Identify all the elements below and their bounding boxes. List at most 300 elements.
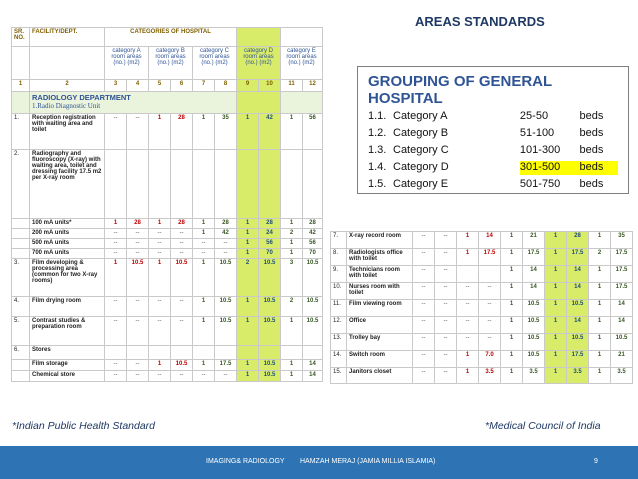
area-value: -- (215, 249, 237, 259)
area-value: -- (435, 249, 457, 266)
area-value: 28 (567, 232, 589, 249)
area-value (281, 149, 303, 218)
area-value: 14 (523, 266, 545, 283)
row-number: 14. (331, 351, 347, 368)
header-sr: SR. NO. (12, 28, 30, 47)
grouping-row (368, 110, 618, 124)
area-value: -- (127, 239, 149, 249)
table-row (331, 351, 633, 368)
row-number: 7. (331, 232, 347, 249)
area-value: 10.5 (523, 300, 545, 317)
area-value: 17.5 (567, 249, 589, 266)
grouping-cat: Category D (393, 161, 449, 173)
colnum: 1 (12, 80, 30, 91)
area-value (479, 266, 501, 283)
footer-left-text: IMAGING& RADIOLOGY (206, 458, 285, 465)
grouping-beds: 101-300 (519, 144, 561, 156)
grouping-beds: 501-750 (519, 178, 561, 190)
grouping-title: GROUPING OF GENERAL HOSPITAL (368, 73, 552, 107)
area-value: 28 (127, 218, 149, 228)
area-value: 17.5 (479, 249, 501, 266)
area-value: 10.5 (523, 317, 545, 334)
area-value: -- (215, 239, 237, 249)
area-value: 1 (149, 113, 171, 149)
area-value: 10.5 (567, 300, 589, 317)
grouping-n: 1.3. (368, 144, 387, 156)
facility-name: Reception registration with waiting area and toilet (30, 113, 105, 149)
area-value: -- (105, 359, 127, 370)
area-value: -- (105, 249, 127, 259)
area-value: -- (127, 113, 149, 149)
area-value: -- (413, 368, 435, 384)
facility-name: X-ray record room (347, 232, 413, 249)
table-row (12, 259, 323, 297)
area-value (303, 149, 323, 218)
area-value: 1 (457, 249, 479, 266)
area-value: 1 (237, 239, 259, 249)
area-value: -- (457, 334, 479, 351)
area-value (193, 149, 215, 218)
area-value: -- (479, 300, 501, 317)
area-value: -- (413, 232, 435, 249)
area-value (149, 346, 171, 359)
area-value: 10.5 (215, 259, 237, 297)
facility-name: Contrast studies & preparation room (30, 317, 105, 346)
area-value: 3.5 (611, 368, 633, 384)
footer-author: HAMZAH MERAJ (JAMIA MILLIA ISLAMIA) (300, 458, 436, 465)
area-value: 10.5 (171, 359, 193, 370)
table-row (12, 346, 323, 359)
area-value: 1 (545, 317, 567, 334)
area-value: 1 (193, 297, 215, 317)
header-facility: FACILITY/DEPT. (30, 28, 105, 47)
area-value (237, 149, 259, 218)
footer-bar (0, 446, 638, 479)
area-value: 56 (303, 239, 323, 249)
grouping-n: 1.5. (368, 178, 387, 190)
row-number: 10. (331, 283, 347, 300)
area-value: -- (149, 239, 171, 249)
row-number: 15. (331, 368, 347, 384)
area-value (127, 149, 149, 218)
area-value: 1 (281, 113, 303, 149)
row-number: 13. (331, 334, 347, 351)
area-value: 1 (545, 249, 567, 266)
right-caption: *Medical Council of India (485, 420, 601, 432)
area-value: -- (149, 229, 171, 239)
area-value: 1 (105, 218, 127, 228)
area-value: 1 (193, 218, 215, 228)
category-d-header: category D room areas (no.) (m2) (237, 46, 281, 80)
area-value: -- (435, 334, 457, 351)
area-value: 17.5 (611, 266, 633, 283)
grouping-unit: beds (579, 144, 604, 156)
area-value: -- (479, 317, 501, 334)
table-row (331, 368, 633, 384)
grouping-cat: Category E (393, 178, 449, 190)
area-value (259, 346, 281, 359)
area-value: 1 (193, 359, 215, 370)
area-value: 14 (523, 283, 545, 300)
area-value: -- (105, 113, 127, 149)
area-value: -- (171, 370, 193, 381)
area-value: 7.0 (479, 351, 501, 368)
table-row (331, 300, 633, 317)
area-value (105, 149, 127, 218)
area-value: -- (171, 317, 193, 346)
left-caption: *Indian Public Health Standard (12, 420, 156, 432)
area-value: 1 (589, 283, 611, 300)
grouping-cat: Category C (393, 144, 449, 156)
area-value (303, 346, 323, 359)
area-value: 10.5 (259, 297, 281, 317)
row-number (12, 249, 30, 259)
table-row (12, 249, 323, 259)
area-value: -- (171, 297, 193, 317)
area-value: 17.5 (215, 359, 237, 370)
area-value: 14 (479, 232, 501, 249)
grouping-unit: beds (579, 178, 604, 190)
area-value: 14 (611, 317, 633, 334)
area-value: 1 (545, 283, 567, 300)
area-value: 1 (237, 317, 259, 346)
table-row (12, 297, 323, 317)
facility-name: Film developing & processing area (common for two X-ray rooms) (30, 259, 105, 297)
area-value (281, 346, 303, 359)
area-value: 10.5 (259, 259, 281, 297)
area-value: -- (105, 317, 127, 346)
area-value (171, 346, 193, 359)
grouping-n: 1.1. (368, 110, 387, 122)
area-value: 1 (149, 259, 171, 297)
table-row (12, 149, 323, 218)
category-b-header: category B room areas (no.) (m2) (149, 46, 193, 80)
area-value (259, 149, 281, 218)
row-number (12, 239, 30, 249)
area-value: 10.5 (523, 334, 545, 351)
category-c-header: category C room areas (no.) (m2) (193, 46, 237, 80)
area-value: 1 (193, 317, 215, 346)
area-value: -- (413, 334, 435, 351)
table-row (12, 229, 323, 239)
area-value: -- (127, 249, 149, 259)
area-value: 56 (303, 113, 323, 149)
area-value: -- (127, 359, 149, 370)
area-value: 21 (611, 351, 633, 368)
grouping-row (368, 161, 618, 175)
area-value: 1 (501, 300, 523, 317)
area-value: 21 (523, 232, 545, 249)
area-value: -- (215, 370, 237, 381)
row-number: 5. (12, 317, 30, 346)
grouping-row (368, 178, 618, 192)
area-value: -- (193, 239, 215, 249)
area-value: 1 (281, 359, 303, 370)
area-value: 1 (545, 266, 567, 283)
row-number (12, 370, 30, 381)
area-value: 1 (193, 259, 215, 297)
area-value: 3.5 (523, 368, 545, 384)
area-value: 1 (589, 334, 611, 351)
row-number: 12. (331, 317, 347, 334)
facility-name: Radiologists office with toilet (347, 249, 413, 266)
grouping-n: 1.2. (368, 127, 387, 139)
facility-name: Film drying room (30, 297, 105, 317)
area-value: 42 (303, 229, 323, 239)
area-value (215, 149, 237, 218)
colnum: 10 (259, 80, 281, 91)
area-value: 1 (501, 283, 523, 300)
facility-name: Radiography and fluoroscopy (X-ray) with waiting area, toilet and dressing facility 17.5 m2 per X-ray room (30, 149, 105, 218)
area-value: 1 (237, 113, 259, 149)
area-value: 1 (281, 317, 303, 346)
area-value: 3 (281, 259, 303, 297)
area-value: -- (457, 300, 479, 317)
table-row (331, 334, 633, 351)
table-row (331, 317, 633, 334)
area-value: 3.5 (479, 368, 501, 384)
colnum: 7 (193, 80, 215, 91)
area-value: -- (435, 317, 457, 334)
area-value: 17.5 (611, 283, 633, 300)
table-row (12, 239, 323, 249)
area-value: -- (435, 283, 457, 300)
area-value: -- (193, 370, 215, 381)
area-value (237, 346, 259, 359)
area-value: 1 (281, 218, 303, 228)
area-value: 10.5 (259, 359, 281, 370)
area-value: 35 (215, 113, 237, 149)
area-value: -- (171, 229, 193, 239)
area-value: 42 (215, 229, 237, 239)
area-value: -- (105, 370, 127, 381)
area-value: 1 (501, 368, 523, 384)
area-value: 2 (281, 229, 303, 239)
area-value: 1 (237, 229, 259, 239)
grouping-unit: beds (579, 127, 604, 139)
area-value: 1 (501, 232, 523, 249)
area-value: 17.5 (567, 351, 589, 368)
facility-name: 100 mA units* (30, 218, 105, 228)
row-number (12, 359, 30, 370)
department-heading: RADIOLOGY DEPARTMENT 1.Radio Diagnostic Unit (30, 91, 237, 113)
area-value: 1 (281, 249, 303, 259)
area-value: 1 (545, 351, 567, 368)
area-value: 1 (589, 351, 611, 368)
area-value: 1 (237, 297, 259, 317)
colnum: 12 (303, 80, 323, 91)
area-value: -- (479, 334, 501, 351)
grouping-beds: 301-500 (520, 161, 580, 175)
table-row (12, 370, 323, 381)
facility-name: Janitors closet (347, 368, 413, 384)
facility-name: Film storage (30, 359, 105, 370)
grouping-row (368, 144, 618, 158)
area-value: 1 (149, 218, 171, 228)
area-value: 1 (589, 232, 611, 249)
colnum: 3 (105, 80, 127, 91)
area-value: 10.5 (303, 297, 323, 317)
area-value: -- (149, 249, 171, 259)
area-value: 10.5 (611, 334, 633, 351)
area-value: -- (457, 317, 479, 334)
area-value: 1 (589, 368, 611, 384)
row-number (12, 218, 30, 228)
area-value: -- (127, 317, 149, 346)
colnum: 6 (171, 80, 193, 91)
table-row (331, 283, 633, 300)
area-value: 1 (193, 113, 215, 149)
row-number (12, 229, 30, 239)
area-value: 14 (567, 317, 589, 334)
colnum: 9 (237, 80, 259, 91)
row-number: 8. (331, 249, 347, 266)
area-value: 70 (259, 249, 281, 259)
facility-name: 500 mA units (30, 239, 105, 249)
area-value: -- (193, 249, 215, 259)
area-value: -- (435, 368, 457, 384)
area-value: 10.5 (259, 370, 281, 381)
area-value: 3.5 (567, 368, 589, 384)
area-value: 14 (567, 283, 589, 300)
area-value: -- (149, 370, 171, 381)
row-number: 2. (12, 149, 30, 218)
area-value (171, 149, 193, 218)
page-number: 9 (594, 458, 598, 465)
area-value: -- (171, 239, 193, 249)
area-value: 10.5 (127, 259, 149, 297)
ipHS-radiology-table (11, 27, 323, 382)
page-title: AREAS STANDARDS (415, 14, 545, 29)
area-value (127, 346, 149, 359)
facility-name: Switch room (347, 351, 413, 368)
area-value: 10.5 (523, 351, 545, 368)
area-value: 1 (237, 359, 259, 370)
table-row (331, 266, 633, 283)
area-value: 10.5 (303, 317, 323, 346)
table-row (331, 232, 633, 249)
category-a-header: category A room areas (no.) (m2) (105, 46, 149, 80)
area-value: 1 (149, 359, 171, 370)
area-value: -- (171, 249, 193, 259)
area-value: -- (149, 317, 171, 346)
area-value: 28 (171, 218, 193, 228)
area-value: 2 (589, 249, 611, 266)
area-value: -- (413, 317, 435, 334)
grouping-row (368, 127, 618, 141)
area-value: 28 (303, 218, 323, 228)
area-value: -- (105, 239, 127, 249)
area-value: 10.5 (303, 259, 323, 297)
row-number: 9. (331, 266, 347, 283)
area-value (149, 149, 171, 218)
facility-name: 700 mA units (30, 249, 105, 259)
area-value: 14 (303, 370, 323, 381)
mci-radiology-table (330, 231, 633, 384)
area-value: 1 (237, 249, 259, 259)
area-value: 1 (457, 232, 479, 249)
area-value: 28 (215, 218, 237, 228)
area-value: 1 (193, 229, 215, 239)
area-value: 2 (281, 297, 303, 317)
area-value: -- (435, 232, 457, 249)
category-e-header: category E room areas (no.) (m2) (281, 46, 323, 80)
colnum: 8 (215, 80, 237, 91)
area-value: 35 (611, 232, 633, 249)
area-value: -- (127, 297, 149, 317)
area-value: -- (479, 283, 501, 300)
area-value: 1 (501, 334, 523, 351)
facility-name: 200 mA units (30, 229, 105, 239)
header-categories: CATEGORIES OF HOSPITAL (105, 28, 237, 47)
area-value: 1 (501, 351, 523, 368)
area-value: -- (435, 300, 457, 317)
area-value: 56 (259, 239, 281, 249)
table-row (12, 317, 323, 346)
colnum: 5 (149, 80, 171, 91)
area-value: -- (413, 300, 435, 317)
table-row (12, 113, 323, 149)
facility-name: Nurses room with toilet (347, 283, 413, 300)
area-value (193, 346, 215, 359)
facility-name: Technicians room with toilet (347, 266, 413, 283)
area-value: -- (149, 297, 171, 317)
grouping-unit: beds (580, 161, 618, 175)
area-value (457, 266, 479, 283)
area-value: -- (105, 229, 127, 239)
area-value: 1 (545, 300, 567, 317)
area-value: 10.5 (215, 297, 237, 317)
area-value: 1 (589, 266, 611, 283)
area-value: 1 (237, 370, 259, 381)
area-value: 10.5 (171, 259, 193, 297)
area-value: 10.5 (259, 317, 281, 346)
area-value (105, 346, 127, 359)
area-value: -- (127, 229, 149, 239)
area-value: 14 (303, 359, 323, 370)
area-value: 10.5 (567, 334, 589, 351)
area-value: 1 (589, 317, 611, 334)
area-value: -- (413, 249, 435, 266)
area-value: 24 (259, 229, 281, 239)
colnum: 4 (127, 80, 149, 91)
facility-name: Trolley bay (347, 334, 413, 351)
area-value: 14 (611, 300, 633, 317)
table-row (12, 218, 323, 228)
area-value: -- (413, 351, 435, 368)
row-number: 1. (12, 113, 30, 149)
area-value: 2 (237, 259, 259, 297)
colnum: 2 (30, 80, 105, 91)
area-value: 1 (105, 259, 127, 297)
area-value: 28 (259, 218, 281, 228)
area-value: -- (413, 283, 435, 300)
area-value: 17.5 (523, 249, 545, 266)
area-value: -- (435, 351, 457, 368)
area-value: 70 (303, 249, 323, 259)
area-value: 1 (589, 300, 611, 317)
grouping-cat: Category A (393, 110, 448, 122)
grouping-n: 1.4. (368, 161, 387, 173)
facility-name: Chemical store (30, 370, 105, 381)
area-value: -- (413, 266, 435, 283)
area-value: -- (435, 266, 457, 283)
table-row (331, 249, 633, 266)
area-value: -- (127, 370, 149, 381)
area-value: 14 (567, 266, 589, 283)
grouping-box (357, 66, 629, 194)
grouping-beds: 51-100 (519, 127, 555, 139)
